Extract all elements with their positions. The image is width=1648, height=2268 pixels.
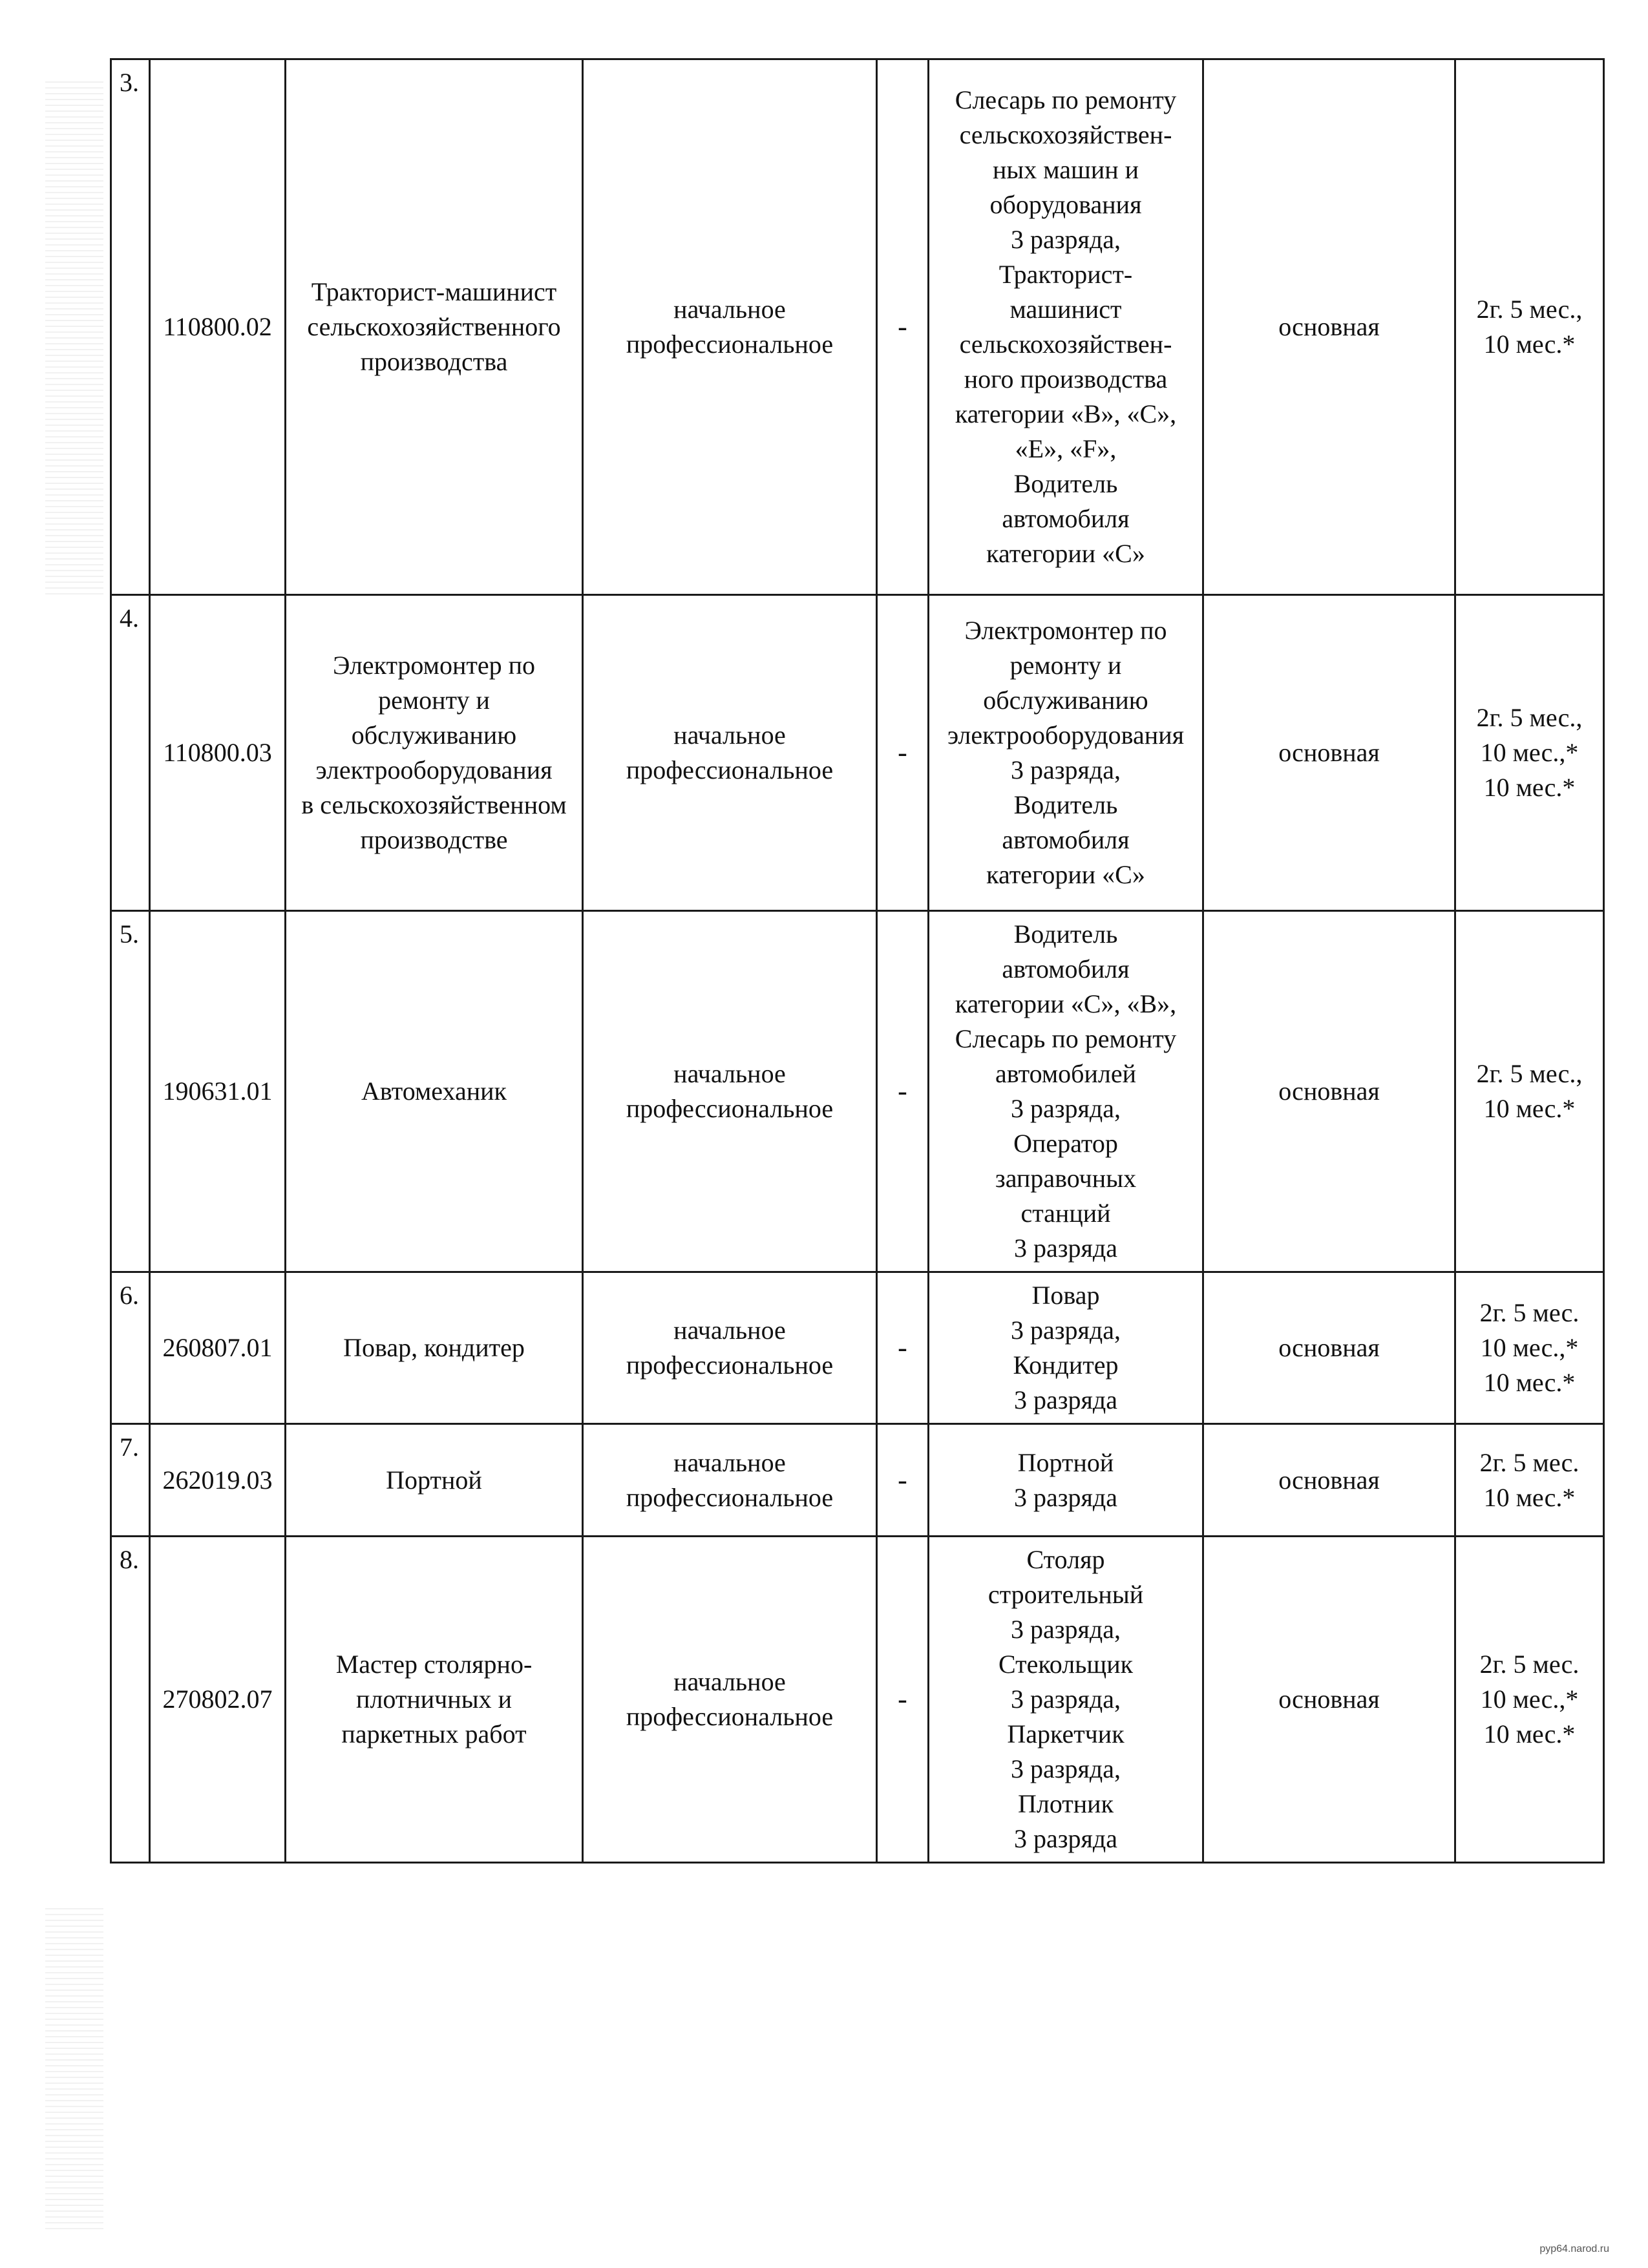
program-type: основная bbox=[1203, 1537, 1455, 1863]
dash-cell: - bbox=[877, 1272, 929, 1424]
row-number: 6. bbox=[111, 1272, 150, 1424]
profession-name: Тракторист-машинист сельскохозяйственного производства bbox=[286, 59, 583, 595]
program-type: основная bbox=[1203, 1424, 1455, 1537]
row-number: 3. bbox=[111, 59, 150, 595]
profession-name: Автомеханик bbox=[286, 911, 583, 1272]
program-code: 270802.07 bbox=[150, 1537, 286, 1863]
study-term: 2г. 5 мес. 10 мес.,* 10 мес.* bbox=[1455, 1272, 1604, 1424]
study-term: 2г. 5 мес. 10 мес.* bbox=[1455, 1424, 1604, 1537]
row-number: 5. bbox=[111, 911, 150, 1272]
profession-name: Мастер столярно- плотничных и паркетных работ bbox=[286, 1537, 583, 1863]
dash-cell: - bbox=[877, 1537, 929, 1863]
dash-cell: - bbox=[877, 1424, 929, 1537]
education-level: начальное профессиональное bbox=[583, 595, 877, 911]
study-term: 2г. 5 мес., 10 мес.,* 10 мес.* bbox=[1455, 595, 1604, 911]
education-level: начальное профессиональное bbox=[583, 59, 877, 595]
table-row bbox=[111, 59, 1604, 595]
profession-name: Повар, кондитер bbox=[286, 1272, 583, 1424]
dash-cell: - bbox=[877, 59, 929, 595]
table-row bbox=[111, 1424, 1604, 1537]
scan-artifact bbox=[45, 78, 103, 594]
dash-cell: - bbox=[877, 911, 929, 1272]
qualification: Слесарь по ремонту сельскохозяйствен- ных машин и оборудования 3 разряда, Тракторист- машинист сельскохозяйствен- ного производства категории «В», «С», «Е», «F», Водитель автомобиля категории «С» bbox=[929, 59, 1203, 595]
program-code: 110800.02 bbox=[150, 59, 286, 595]
program-type: основная bbox=[1203, 595, 1455, 911]
study-term: 2г. 5 мес., 10 мес.* bbox=[1455, 59, 1604, 595]
education-level: начальное профессиональное bbox=[583, 1424, 877, 1537]
qualification: Повар 3 разряда, Кондитер 3 разряда bbox=[929, 1272, 1203, 1424]
program-type: основная bbox=[1203, 59, 1455, 595]
qualification: Электромонтер по ремонту и обслуживанию электрооборудования 3 разряда, Водитель автомобиля категории «С» bbox=[929, 595, 1203, 911]
profession-name: Портной bbox=[286, 1424, 583, 1537]
row-number: 8. bbox=[111, 1537, 150, 1863]
study-term: 2г. 5 мес., 10 мес.* bbox=[1455, 911, 1604, 1272]
row-number: 4. bbox=[111, 595, 150, 911]
program-code: 190631.01 bbox=[150, 911, 286, 1272]
program-code: 260807.01 bbox=[150, 1272, 286, 1424]
education-level: начальное профессиональное bbox=[583, 911, 877, 1272]
watermark-text: pyp64.narod.ru bbox=[1539, 2243, 1609, 2254]
qualification: Портной 3 разряда bbox=[929, 1424, 1203, 1537]
education-level: начальное профессиональное bbox=[583, 1537, 877, 1863]
row-number: 7. bbox=[111, 1424, 150, 1537]
qualification: Водитель автомобиля категории «С», «В», Слесарь по ремонту автомобилей 3 разряда, Оператор заправочных станций 3 разряда bbox=[929, 911, 1203, 1272]
table-row bbox=[111, 1537, 1604, 1863]
table-row bbox=[111, 911, 1604, 1272]
education-level: начальное профессиональное bbox=[583, 1272, 877, 1424]
program-code: 262019.03 bbox=[150, 1424, 286, 1537]
scan-artifact bbox=[45, 1906, 103, 2229]
program-type: основная bbox=[1203, 1272, 1455, 1424]
profession-name: Электромонтер по ремонту и обслуживанию электрооборудования в сельскохозяйственном производстве bbox=[286, 595, 583, 911]
table-row bbox=[111, 595, 1604, 911]
program-code: 110800.03 bbox=[150, 595, 286, 911]
program-type: основная bbox=[1203, 911, 1455, 1272]
dash-cell: - bbox=[877, 595, 929, 911]
table-row bbox=[111, 1272, 1604, 1424]
qualification: Столяр строительный 3 разряда, Стекольщик 3 разряда, Паркетчик 3 разряда, Плотник 3 разряда bbox=[929, 1537, 1203, 1863]
programs-table bbox=[110, 58, 1605, 1864]
study-term: 2г. 5 мес. 10 мес.,* 10 мес.* bbox=[1455, 1537, 1604, 1863]
